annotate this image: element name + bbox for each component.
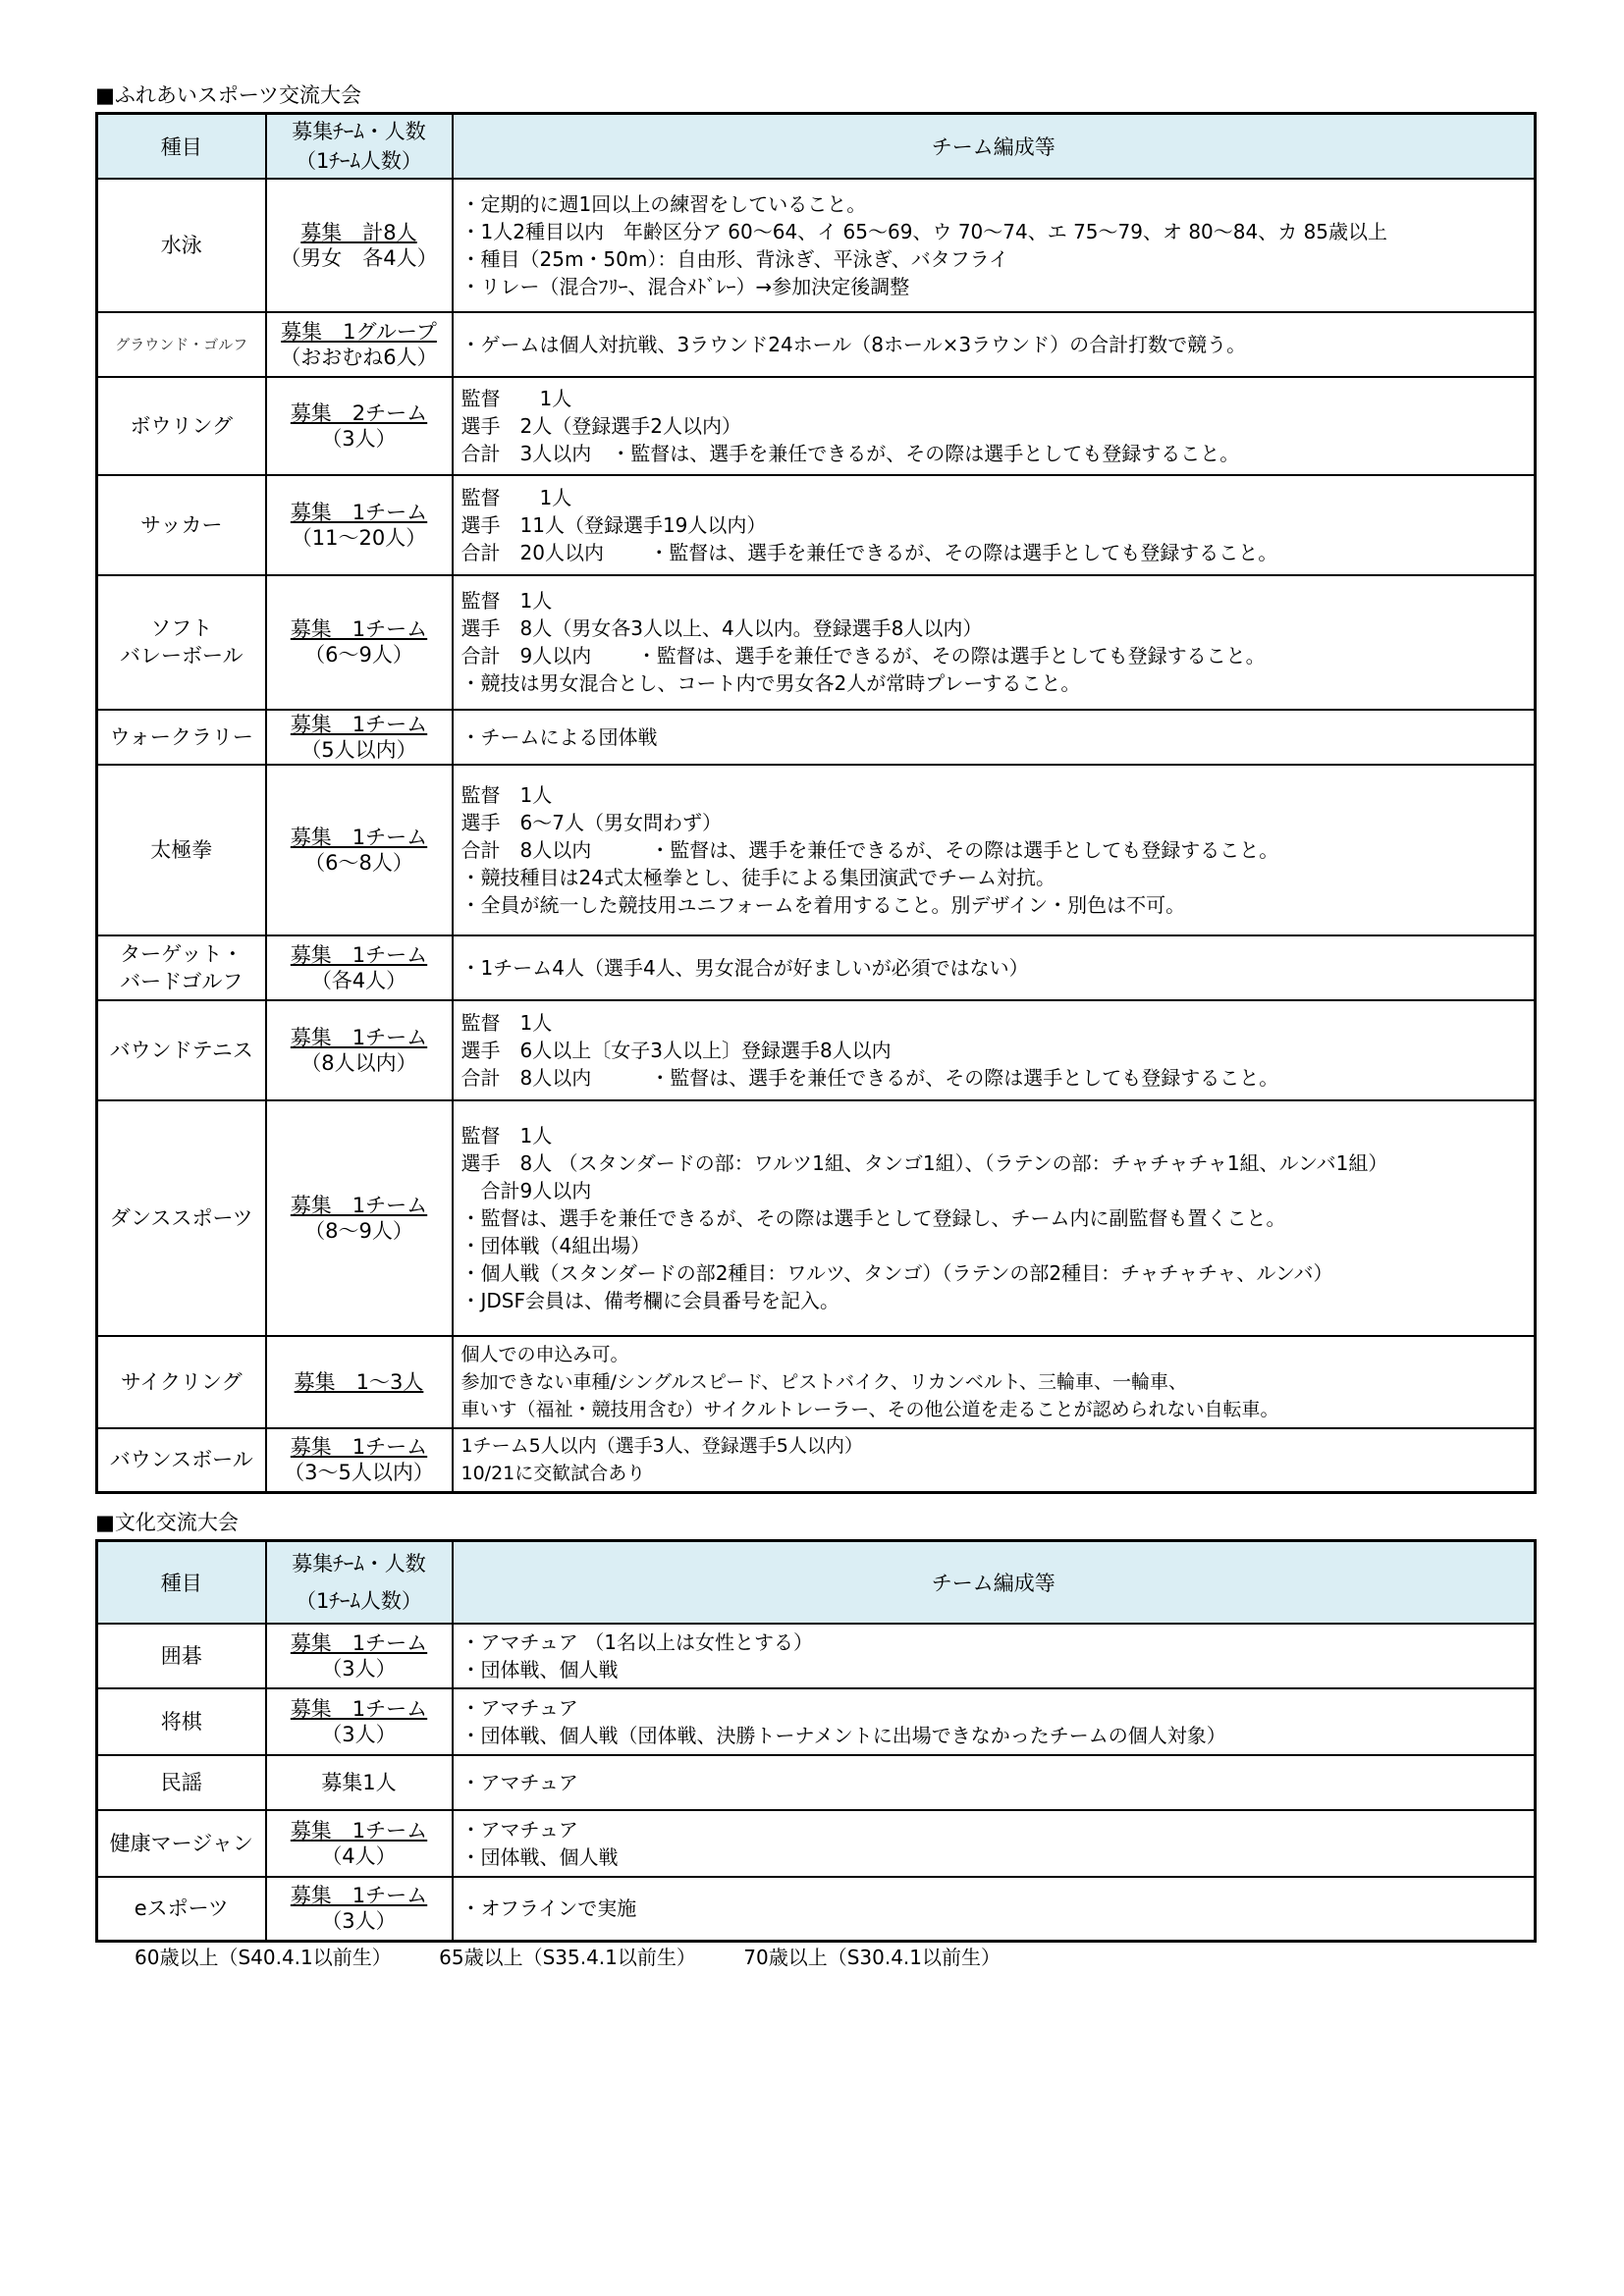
recruit-info (266, 1877, 453, 1942)
detail-line: 選手 2人（登録選手2人以内） (460, 413, 741, 438)
detail-line: 合計 8人以内 ・監督は、選手を兼任できるが、その際は選手としても登録すること。 (460, 837, 1279, 862)
event-name (97, 1624, 266, 1688)
recruit-count: 募集 1チーム (290, 1630, 428, 1655)
recruit-count: 募集 2チーム (290, 400, 428, 425)
team-composition (453, 475, 1536, 575)
event-name (97, 1100, 266, 1336)
event-name-line: ソフト (150, 616, 213, 640)
recruit-team-size: （8～9人） (304, 1218, 413, 1243)
header-recruit-line1: 募集ﾁｰﾑ・人数 (292, 1551, 426, 1575)
sports-header-row (97, 114, 1536, 179)
detail-line: 監督 1人 (460, 782, 553, 807)
recruit-info (266, 1336, 453, 1428)
event-name (97, 935, 266, 1000)
recruit-count: 募集 1チーム (290, 712, 428, 736)
team-composition (453, 1100, 1536, 1336)
detail-line: ・全員が統一した競技用ユニフォームを着用すること。別デザイン・別色は不可。 (460, 892, 1186, 917)
event-name (97, 475, 266, 575)
event-name-line: バウンドテニス (109, 1038, 253, 1062)
table-row (97, 1810, 1536, 1877)
event-name (97, 765, 266, 935)
detail-line: 選手 8人 （スタンダードの部：ワルツ1組、タンゴ1組）、（ラテンの部：チャチャチャ1組、ルンバ1組） (460, 1150, 1388, 1175)
recruit-count: 募集 計8人 (300, 220, 417, 244)
recruit-team-size: （3～5人以内） (284, 1461, 434, 1485)
sports-table-body (97, 179, 1536, 1493)
event-name-line: 将棋 (160, 1709, 202, 1734)
event-name (97, 179, 266, 312)
detail-line: ・団体戦（4組出場） (460, 1233, 651, 1257)
table-row (97, 765, 1536, 935)
detail-line: ・監督は、選手を兼任できるが、その際は選手として登録し、チーム内に副監督も置くこと。 (460, 1205, 1286, 1230)
detail-line: 監督 1人 (460, 485, 572, 509)
recruit-info (266, 377, 453, 475)
team-composition (453, 1810, 1536, 1877)
recruit-count: 募集 1チーム (290, 1884, 428, 1908)
table-row (97, 710, 1536, 765)
recruit-team-size: （3人） (321, 1656, 397, 1681)
detail-line: 選手 6～7人（男女問わず） (460, 810, 722, 834)
culture-section-title: ■文化交流大会 (95, 1511, 239, 1534)
recruit-count: 募集 1グループ (281, 319, 437, 344)
recruit-info (266, 575, 453, 710)
event-name (97, 1688, 266, 1755)
page (95, 79, 1534, 1972)
recruit-info (266, 312, 453, 377)
recruit-team-size: （5人以内） (300, 737, 417, 762)
detail-line: 10/21に交歓試合あり (460, 1463, 646, 1485)
detail-line: ・団体戦、個人戦 (460, 1844, 619, 1869)
recruit-count: 募集 1～3人 (294, 1369, 424, 1394)
event-name-line: 囲碁 (160, 1643, 202, 1668)
recruit-count: 募集 1チーム (290, 1818, 428, 1842)
recruit-count: 募集 1チーム (290, 1435, 428, 1460)
age-note: 65歳以上（S35.4.1以前生） (439, 1946, 696, 1969)
table-row (97, 1000, 1536, 1100)
age-notes (95, 1943, 1534, 1972)
team-composition (453, 1688, 1536, 1755)
detail-line: ・1人2種目以内 年齢区分ア 60～64、イ 65～69、ウ 70～74、エ 75～79、オ 80～84、カ 85歳以上 (460, 219, 1388, 243)
table-row (97, 1877, 1536, 1942)
detail-line: 監督 1人 (460, 1123, 553, 1148)
detail-line: ・リレー（混合ﾌﾘｰ、混合ﾒﾄﾞﾚｰ）→参加決定後調整 (460, 274, 910, 298)
recruit-info (266, 1624, 453, 1688)
team-composition (453, 1000, 1536, 1100)
team-composition (453, 312, 1536, 377)
header-details: チーム編成等 (453, 114, 1536, 179)
recruit-info (266, 1428, 453, 1493)
header-recruit (266, 114, 453, 179)
recruit-team-size: （各4人） (310, 968, 407, 992)
recruit-info (266, 1755, 453, 1810)
recruit-count: 募集 1チーム (290, 617, 428, 641)
recruit-info (266, 179, 453, 312)
detail-line: ・種目（25m・50m）：自由形、背泳ぎ、平泳ぎ、バタフライ (460, 246, 1009, 271)
event-name (97, 312, 266, 377)
recruit-count: 募集 1チーム (290, 942, 428, 967)
team-composition (453, 1624, 1536, 1688)
event-name-line: サイクリング (120, 1369, 243, 1394)
event-name (97, 1755, 266, 1810)
table-row (97, 935, 1536, 1000)
detail-line: 選手 11人（登録選手19人以内） (460, 512, 767, 537)
event-name-line: eスポーツ (134, 1896, 229, 1921)
recruit-count: 募集 1チーム (290, 1696, 428, 1721)
detail-line: 監督 1人 (460, 386, 572, 410)
table-row (97, 1755, 1536, 1810)
detail-line: 選手 8人（男女各3人以上、4人以内。登録選手8人以内） (460, 616, 983, 640)
event-name-line: ボウリング (130, 413, 234, 438)
recruit-team-size: （4人） (321, 1843, 397, 1868)
recruit-info (266, 1810, 453, 1877)
detail-line: ・個人戦（スタンダードの部2種目：ワルツ、タンゴ）（ラテンの部2種目：チャチャチャ、ルンバ） (460, 1260, 1333, 1285)
team-composition (453, 377, 1536, 475)
header-recruit-line1: 募集ﾁｰﾑ・人数 (292, 119, 426, 143)
table-row (97, 1428, 1536, 1493)
event-name (97, 1428, 266, 1493)
detail-line: ・アマチュア （1名以上は女性とする） (460, 1629, 813, 1654)
detail-line: 選手 6人以上〔女子3人以上〕登録選手8人以内 (460, 1038, 892, 1062)
event-name (97, 710, 266, 765)
detail-line: 合計9人以内 (460, 1178, 592, 1202)
header-event: 種目 (97, 1541, 266, 1624)
detail-line: ・アマチュア (460, 1817, 578, 1842)
table-row (97, 377, 1536, 475)
detail-line: 合計 8人以内 ・監督は、選手を兼任できるが、その際は選手としても登録すること。 (460, 1065, 1279, 1090)
recruit-info (266, 475, 453, 575)
event-name-line: 健康マージャン (109, 1831, 253, 1855)
recruit-count: 募集 1チーム (290, 825, 428, 849)
sports-section-title: ■ふれあいスポーツ交流大会 (95, 83, 362, 107)
event-name-line: サッカー (139, 512, 223, 537)
detail-line: ・ゲームは個人対抗戦、3ラウンド24ホール（8ホール×3ラウンド）の合計打数で競う。 (460, 332, 1247, 356)
detail-line: 合計 9人以内 ・監督は、選手を兼任できるが、その際は選手としても登録すること。 (460, 644, 1266, 667)
event-name (97, 1336, 266, 1428)
detail-line: 参加できない車種/シングルスピード、ピストバイク、リカンベルト、三輪車、一輪車、 (460, 1370, 1188, 1393)
age-note: 60歳以上（S40.4.1以前生） (135, 1946, 392, 1969)
detail-line: ・アマチュア (460, 1770, 578, 1794)
recruit-count: 募集1人 (321, 1770, 397, 1794)
recruit-team-size: （6～8人） (304, 850, 413, 875)
table-row (97, 1624, 1536, 1688)
table-row (97, 179, 1536, 312)
sports-table (95, 112, 1537, 1494)
recruit-team-size: （3人） (321, 1909, 397, 1934)
recruit-team-size: （3人） (321, 426, 397, 451)
header-recruit (266, 1541, 453, 1624)
table-row (97, 1336, 1536, 1428)
detail-line: ・1チーム4人（選手4人、男女混合が好ましいが必須ではない） (460, 955, 1029, 980)
team-composition (453, 575, 1536, 710)
culture-header-row (97, 1541, 1536, 1624)
header-event: 種目 (97, 114, 266, 179)
detail-line: ・定期的に週1回以上の練習をしていること。 (460, 191, 867, 216)
team-composition (453, 179, 1536, 312)
detail-line: 合計 20人以内 ・監督は、選手を兼任できるが、その際は選手としても登録すること。 (460, 540, 1278, 564)
recruit-count: 募集 1チーム (290, 1025, 428, 1049)
recruit-info (266, 1100, 453, 1336)
detail-line: 監督 1人 (460, 589, 553, 613)
recruit-count: 募集 1チーム (290, 1193, 428, 1217)
event-name-line: ダンススポーツ (109, 1205, 253, 1230)
event-name-line: ターゲット・ (120, 941, 244, 966)
table-row (97, 312, 1536, 377)
event-name-line: 太極拳 (150, 837, 213, 862)
team-composition (453, 765, 1536, 935)
recruit-team-size: （3人） (321, 1722, 397, 1746)
detail-line: ・JDSF会員は、備考欄に会員番号を記入。 (460, 1288, 839, 1312)
event-name-line: バードゴルフ (120, 969, 244, 993)
recruit-info (266, 935, 453, 1000)
detail-line: 1チーム5人以内（選手3人、登録選手5人以内） (460, 1435, 863, 1458)
detail-line: ・アマチュア (460, 1695, 578, 1720)
detail-line: ・競技は男女混合とし、コート内で男女各2人が常時プレーすること。 (460, 671, 1081, 695)
event-name-line: 水泳 (160, 233, 202, 257)
team-composition (453, 1336, 1536, 1428)
recruit-team-size: （おおむね6人） (280, 345, 438, 369)
event-name (97, 377, 266, 475)
detail-line: ・団体戦、個人戦（団体戦、決勝トーナメントに出場できなかったチームの個人対象） (460, 1723, 1226, 1747)
header-details: チーム編成等 (453, 1541, 1536, 1624)
event-name-line: グラウンド・ゴルフ (115, 335, 248, 353)
table-row (97, 575, 1536, 710)
table-row (97, 1688, 1536, 1755)
event-name (97, 575, 266, 710)
recruit-info (266, 1000, 453, 1100)
detail-line: 個人での申込み可。 (460, 1343, 629, 1365)
detail-line: 合計 3人以内 ・監督は、選手を兼任できるが、その際は選手としても登録すること。 (460, 441, 1240, 465)
team-composition (453, 1428, 1536, 1493)
detail-line: 車いす（福祉・競技用含む）サイクルトレーラー、その他公道を走ることが認められない自転車。 (460, 1398, 1279, 1420)
recruit-team-size: （男女 各4人） (280, 245, 438, 270)
team-composition (453, 935, 1536, 1000)
event-name-line: 民謡 (160, 1770, 202, 1794)
recruit-info (266, 1688, 453, 1755)
culture-table (95, 1539, 1537, 1943)
recruit-info (266, 710, 453, 765)
event-name (97, 1877, 266, 1942)
detail-line: ・団体戦、個人戦 (460, 1657, 619, 1682)
culture-table-body (97, 1624, 1536, 1942)
recruit-team-size: （8人以内） (300, 1050, 417, 1075)
event-name-line: バレーボール (119, 644, 244, 667)
detail-line: ・チームによる団体戦 (460, 724, 658, 749)
event-name (97, 1000, 266, 1100)
detail-line: ・競技種目は24式太極拳とし、徒手による集団演武でチーム対抗。 (460, 865, 1056, 889)
event-name-line: バウンスボール (109, 1448, 253, 1472)
detail-line: ・オフラインで実施 (460, 1896, 637, 1921)
team-composition (453, 1755, 1536, 1810)
team-composition (453, 710, 1536, 765)
event-name-line: ウォークラリー (109, 724, 253, 749)
team-composition (453, 1877, 1536, 1942)
header-recruit-line2: （1ﾁｰﾑ人数） (296, 148, 422, 173)
table-row (97, 475, 1536, 575)
table-row (97, 1100, 1536, 1336)
recruit-count: 募集 1チーム (290, 500, 428, 524)
header-recruit-line2: （1ﾁｰﾑ人数） (296, 1588, 422, 1613)
recruit-team-size: （11～20人） (291, 525, 427, 550)
recruit-team-size: （6～9人） (304, 643, 413, 667)
recruit-info (266, 765, 453, 935)
event-name (97, 1810, 266, 1877)
age-note: 70歳以上（S30.4.1以前生） (743, 1946, 1001, 1969)
detail-line: 監督 1人 (460, 1010, 553, 1035)
